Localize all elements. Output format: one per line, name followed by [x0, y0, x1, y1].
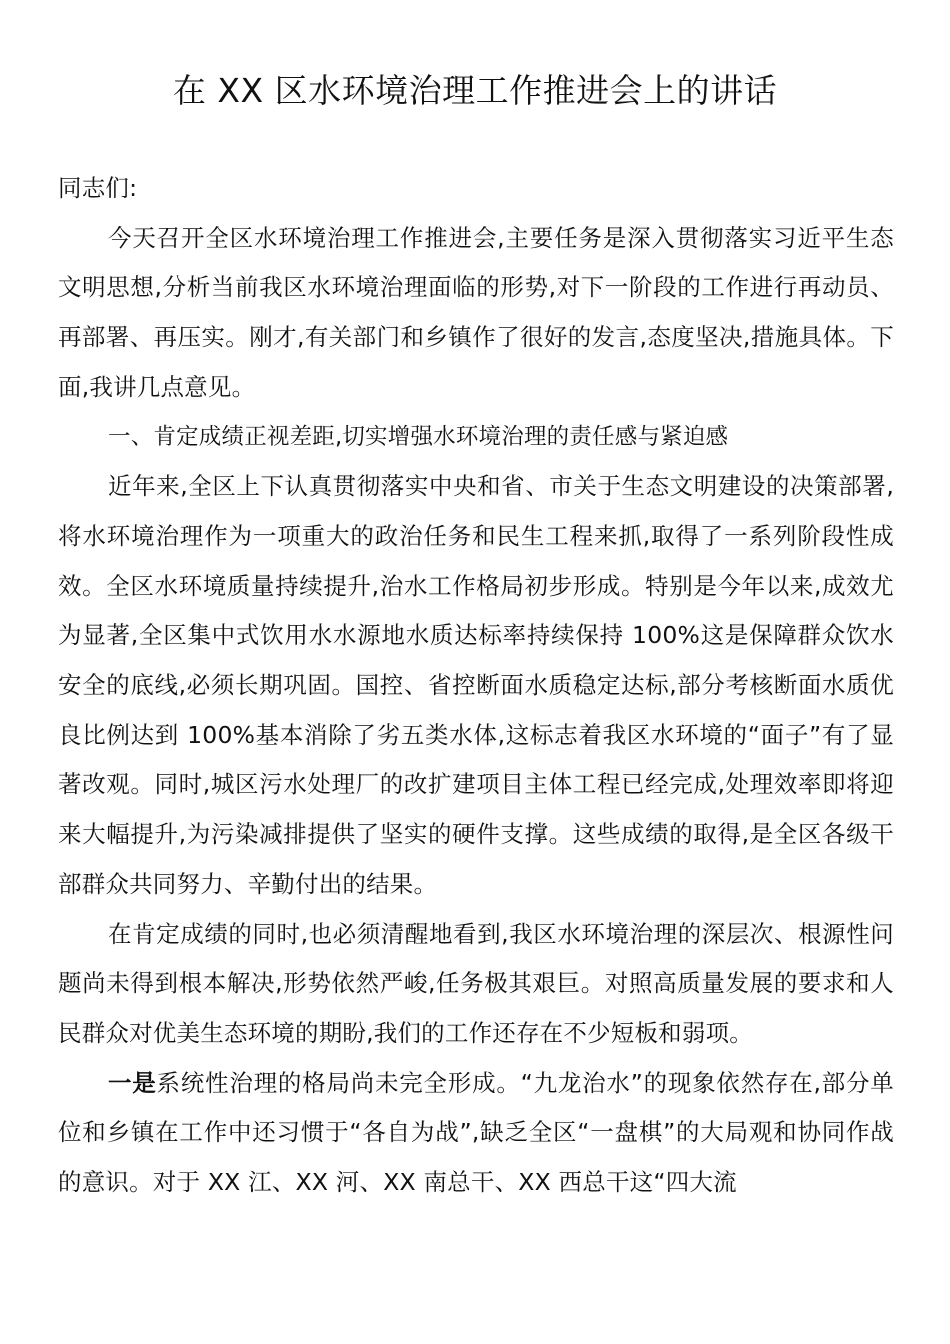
document-title: 在 XX 区水环境治理工作推进会上的讲话 — [172, 71, 778, 110]
paragraph-intro: 今天召开全区水环境治理工作推进会,主要任务是深入贯彻落实习近平生态文明思想,分析当前我区水环境治理面临的形势,对下一阶段的工作进行再动员、再部署、再压实。刚才,有关部门和乡镇作了很好的发言,态度坚决,措施具体。下面,我讲几点意见。 — [58, 223, 894, 401]
section-heading-one: 一、肯定成绩正视差距,切实增强水环境治理的责任感与紧迫感 — [108, 423, 729, 450]
paragraph-gaps: 在肯定成绩的同时,也必须清醒地看到,我区水环境治理的深层次、根源性问题尚未得到根本解决,形势依然严峻,任务极其艰巨。对照高质量发展的要求和人民群众对优美生态环境的期盼,我们的工作还存在不少短板和弱项。 — [58, 919, 894, 1047]
point-one-lead: 一是 — [108, 1068, 157, 1097]
paragraph-achievements: 近年来,全区上下认真贯彻落实中央和省、市关于生态文明建设的决策部署,将水环境治理作为一项重大的政治任务和民生工程来抓,取得了一系列阶段性成效。全区水环境质量持续提升,治水工作格局初步形成。特别是今年以来,成效尤为显著,全区集中式饮用水水源地水质达标率持续保持 100%这是保障群众饮水安全的底线,必须长期巩固。国控、省控断面水质稳定达标,部分考核断面水质优良比例达到 100%基本消除了劣五类水体,这标志着我区水环境的“面子”有了显著改观。同时,城区污水处理厂的改扩建项目主体工程已经完成,处理效率即将迎来大幅提升,为污染减排提供了坚实的硬件支撑。这些成绩的取得,是全区各级干部群众共同努力、辛勤付出的结果。 — [58, 472, 894, 898]
point-one-text: 系统性治理的格局尚未完全形成。“九龙治水”的现象依然存在,部分单位和乡镇在工作中还习惯于“各自为战”,缺乏全区“一盘棋”的大局观和协同作战的意识。对于 XX 江、XX 河、XX 南总干、XX 西总干这“四大流 — [58, 1068, 894, 1197]
paragraph-point-one — [58, 1059, 894, 1208]
salutation: 同志们: — [58, 174, 138, 202]
document-body — [58, 164, 894, 1208]
